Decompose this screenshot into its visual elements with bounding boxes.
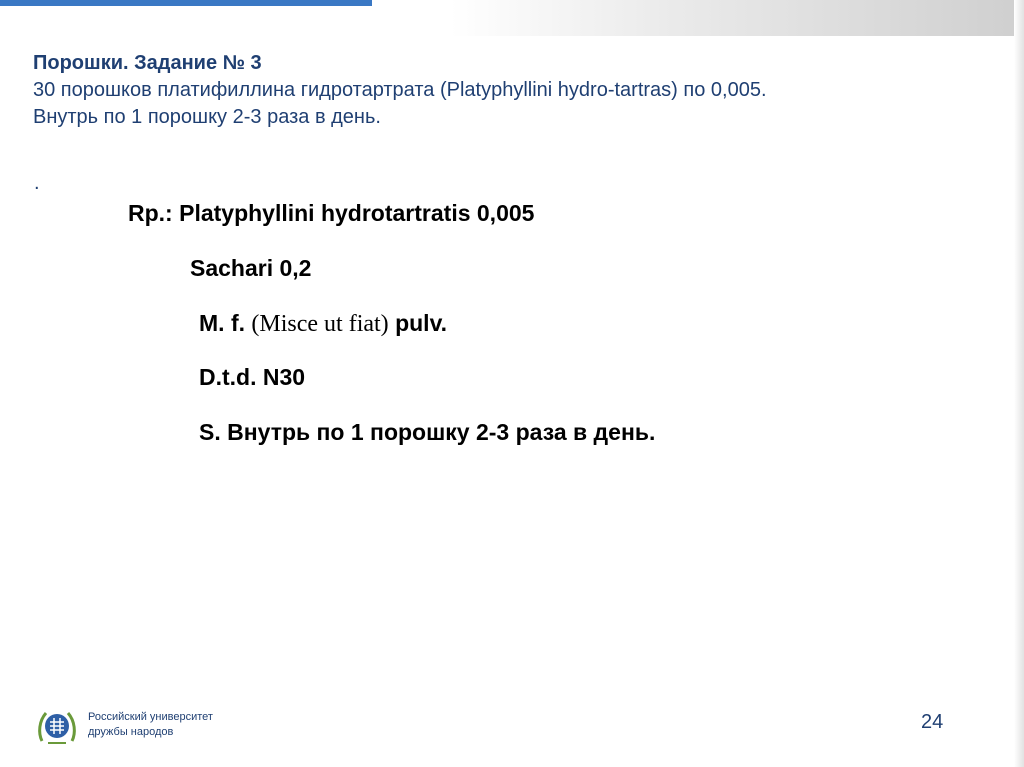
- page-number: 24: [921, 711, 944, 733]
- top-accent-bar: [0, 0, 372, 6]
- task-description-line-1: 30 порошков платифиллина гидротартрата (Platyphyllini hydro-tartras) по 0,005.: [33, 79, 767, 101]
- university-name-line-2: дружбы народов: [88, 726, 174, 738]
- rudn-university-logo-icon: [36, 705, 78, 747]
- rx-signa-line: S. Внутрь по 1 порошку 2-3 раза в день.: [199, 419, 656, 445]
- bullet-dot: .: [34, 172, 40, 194]
- rx-misce-suffix: pulv.: [388, 310, 448, 336]
- university-name: [88, 710, 213, 740]
- rx-misce-latin: (Misce ut fiat): [251, 311, 389, 337]
- university-name-line-1: Российский университет: [88, 711, 213, 723]
- task-title: Порошки. Задание № 3: [33, 52, 262, 74]
- rx-misce-prefix: M. f.: [199, 310, 252, 336]
- rx-dtd-line: D.t.d. N30: [199, 364, 306, 390]
- rx-misce-line: [199, 309, 447, 338]
- task-description-line-2: Внутрь по 1 порошку 2-3 раза в день.: [33, 106, 381, 128]
- rx-sachari-line: Sachari 0,2: [190, 255, 312, 281]
- top-gradient-bar: [450, 0, 1024, 36]
- slide-edge-shadow: [1014, 0, 1024, 767]
- task-header: [33, 50, 993, 131]
- rx-recipe-line: Rp.: Platyphyllini hydrotartratis 0,005: [128, 200, 535, 226]
